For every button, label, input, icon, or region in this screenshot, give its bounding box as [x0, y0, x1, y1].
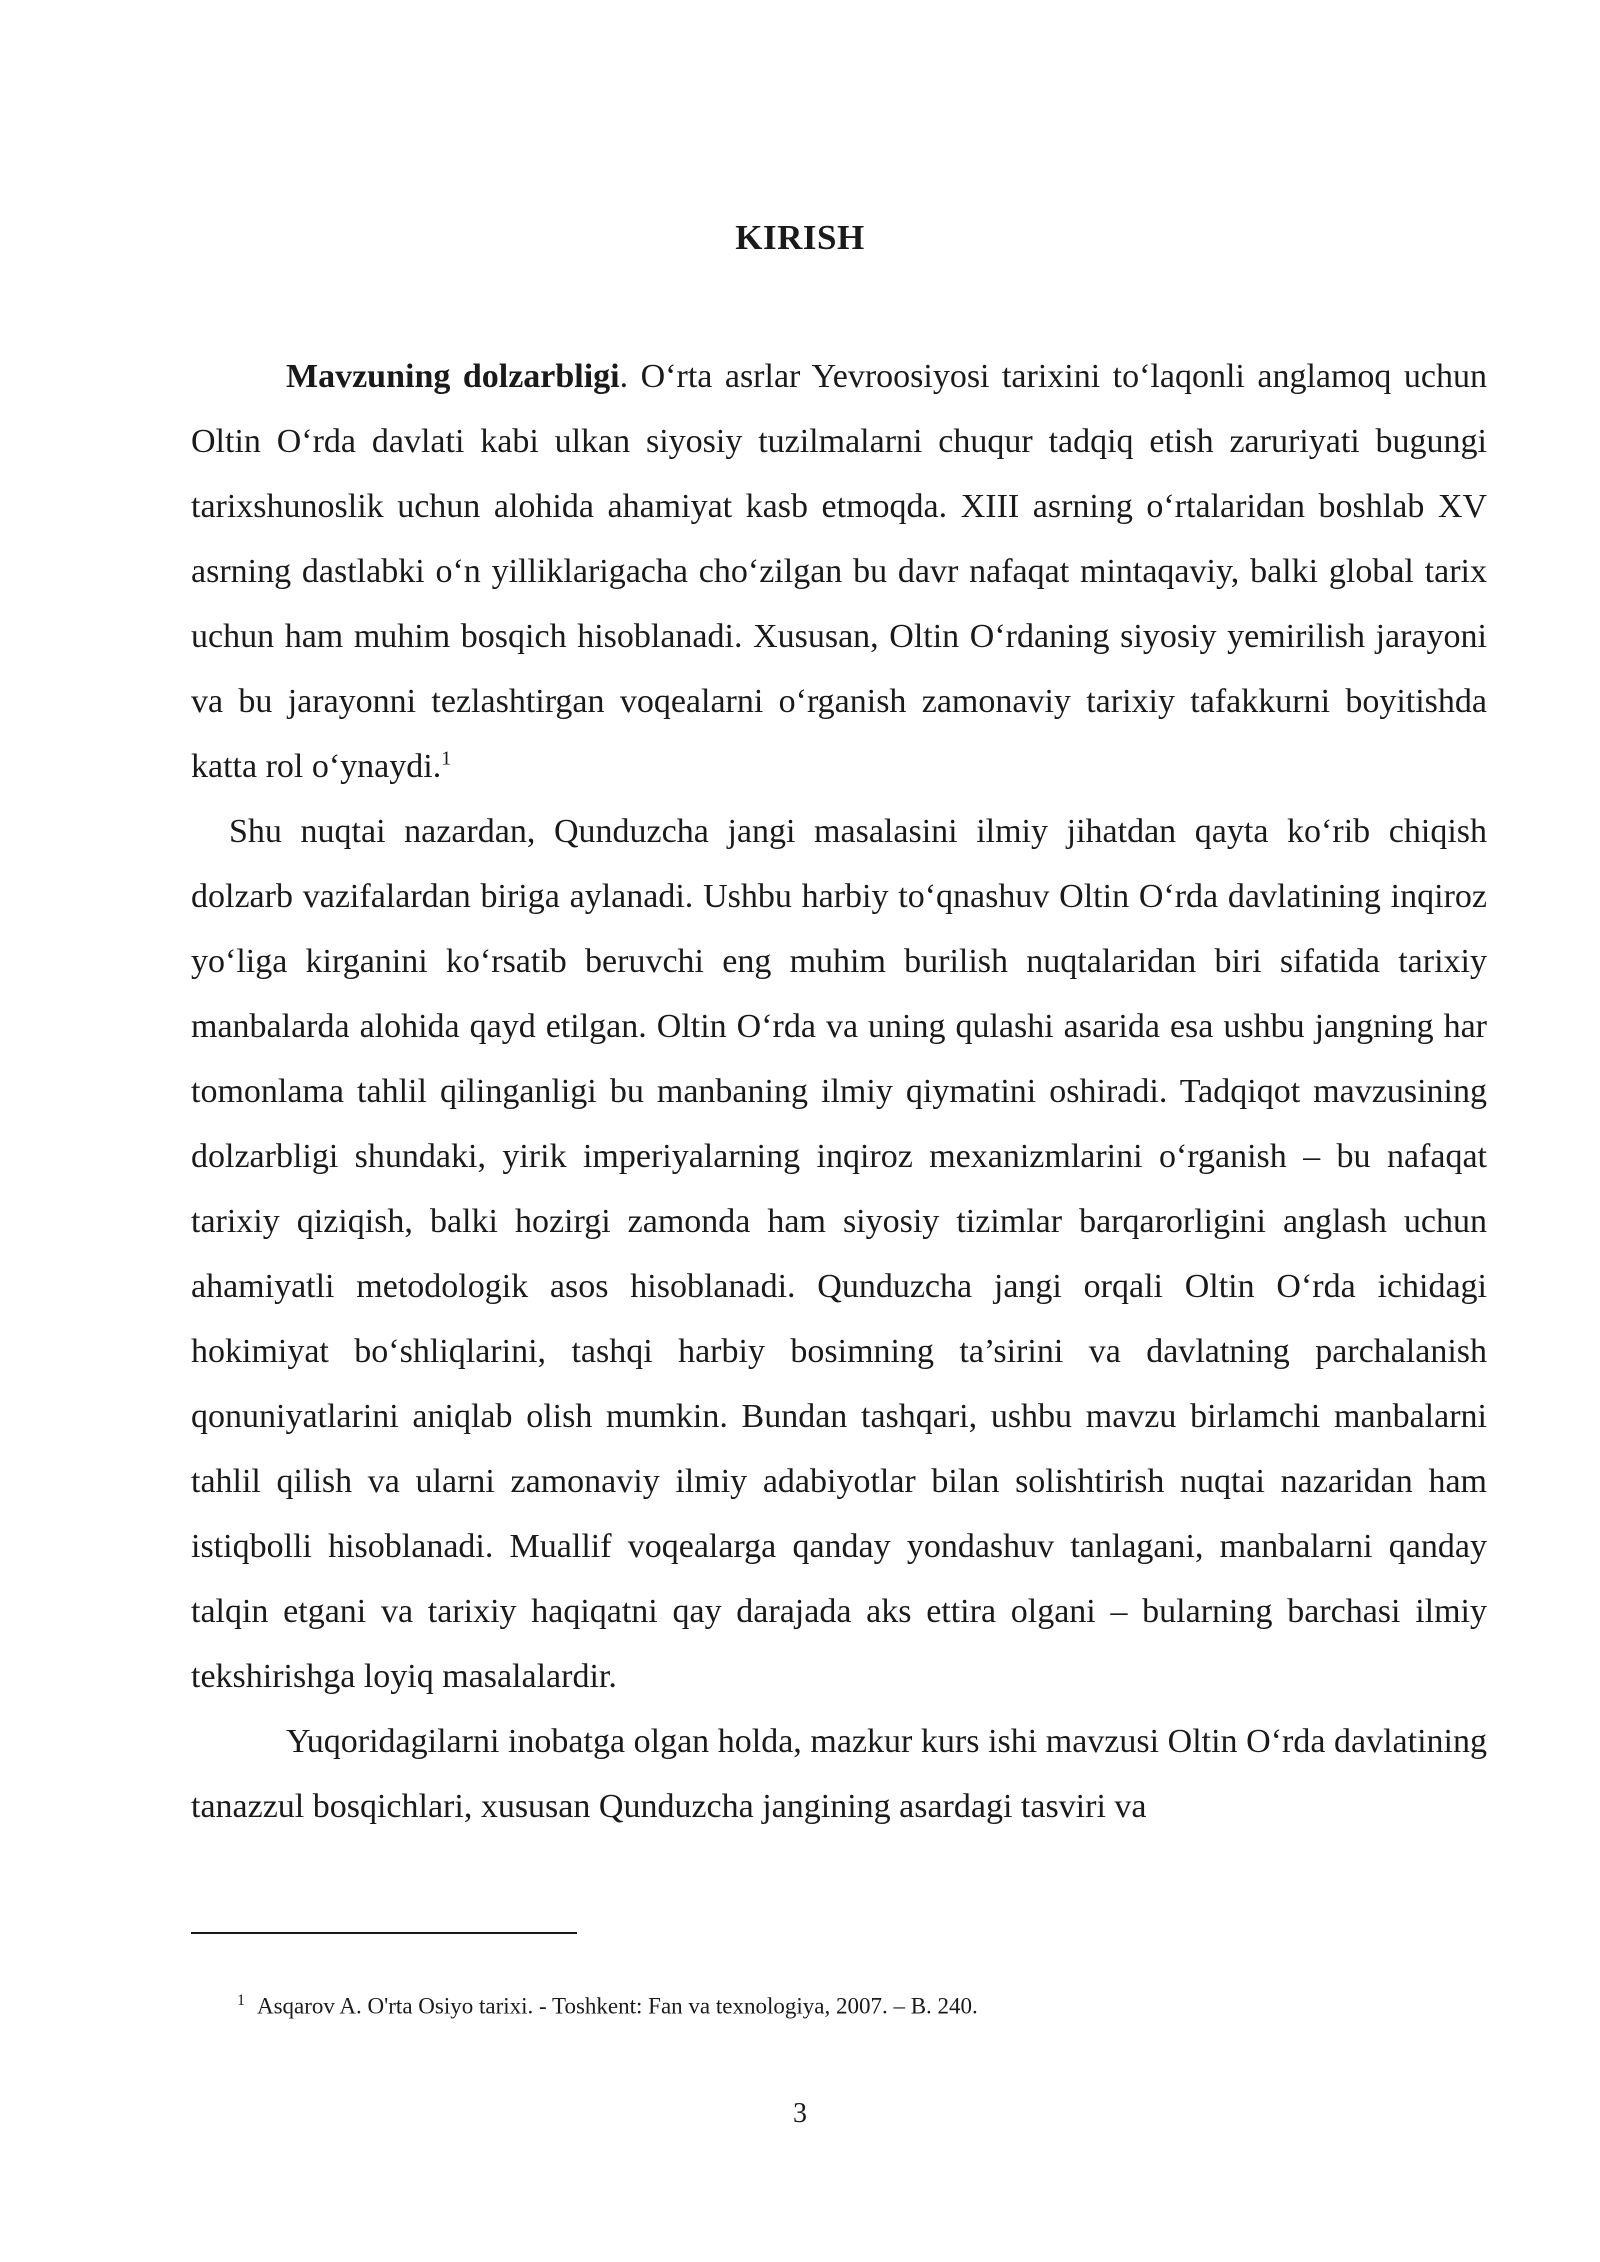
paragraph-qunduzcha: Shu nuqtai nazardan, Qunduzcha jangi masalasini ilmiy jihatdan qayta ko‘rib chiqish dolzarb vazifalardan biriga aylanadi. Ushbu harbiy to‘qnashuv Oltin O‘rda davlatining inqiroz yo‘liga kirganini ko‘rsatib beruvchi eng muhim burilish nuqtalaridan biri sifatida tarixiy manbalarda alohida qayd etilgan. Oltin O‘rda va uning qulashi asarida esa ushbu jangning har tomonlama tahlil qilinganligi bu manbaning ilmiy qiymatini oshiradi. Tadqiqot mavzusining dolzarbligi shundaki, yirik imperiyalarning inqiroz mexanizmlarini o‘rganish – bu nafaqat tarixiy qiziqish, balki hozirgi zamonda ham siyosiy tizimlar barqarorligini anglash uchun ahamiyatli metodologik asos hisoblanadi. Qunduzcha jangi orqali Oltin O‘rda ichidagi hokimiyat bo‘shliqlarini, tashqi harbiy bosimning ta’sirini va davlatning parchalanish qonuniyatlarini aniqlab olish mumkin. Bundan tashqari, ushbu mavzu birlamchi manbalarni tahlil qilish va ularni zamonaviy ilmiy adabiyotlar bilan solishtirish nuqtai nazaridan ham istiqbolli hisoblanadi. Muallif voqealarga qanday yondashuv tanlagani, manbalarni qanday talqin etgani va tarixiy haqiqatni qay darajada aks ettira olgani – bularning barchasi ilmiy tekshirishga loyiq masalalardir. — [191, 813, 1487, 1695]
paragraph-relevance — [191, 344, 1487, 799]
footnote-text: Asqarov A. O'rta Osiyo tarixi. - Toshkent: Fan va texnologiya, 2007. – B. 240. — [257, 1993, 978, 2019]
page-number: 3 — [793, 2098, 807, 2129]
footnote-reference[interactable]: 1 — [441, 747, 452, 770]
page-title: KIRISH — [735, 218, 865, 257]
footnote-separator — [191, 1932, 577, 1934]
footnote-number: 1 — [237, 1992, 245, 2009]
paragraph-lead-heading: Mavzuning dolzarbligi — [286, 358, 620, 395]
body-text — [191, 344, 1487, 1839]
footnote — [237, 1986, 978, 2022]
paragraph-text: . O‘rta asrlar Yevroosiyosi tarixini to‘laqonli anglamoq uchun Oltin O‘rda davlati kabi ulkan siyosiy tuzilmalarni chuqur tadqiq etish zaruriyati bugungi tarixshunoslik uchun alohida ahamiyat kasb etmoqda. XIII asrning o‘rtalaridan boshlab XV asrning dastlabki o‘n yilliklarigacha cho‘zilgan bu davr nafaqat mintaqaviy, balki global tarix uchun ham muhim bosqich hisoblanadi. Xususan, Oltin O‘rdaning siyosiy yemirilish jarayoni va bu jarayonni tezlashtirgan voqealarni o‘rganish zamonaviy tarixiy tafakkurni boyitishda katta rol o‘ynaydi. — [191, 358, 1488, 785]
paragraph-conclusion: Yuqoridagilarni inobatga olgan holda, mazkur kurs ishi mavzusi Oltin O‘rda davlatining tanazzul bosqichlari, xususan Qunduzcha jangining asardagi tasviri va — [191, 1723, 1487, 1825]
